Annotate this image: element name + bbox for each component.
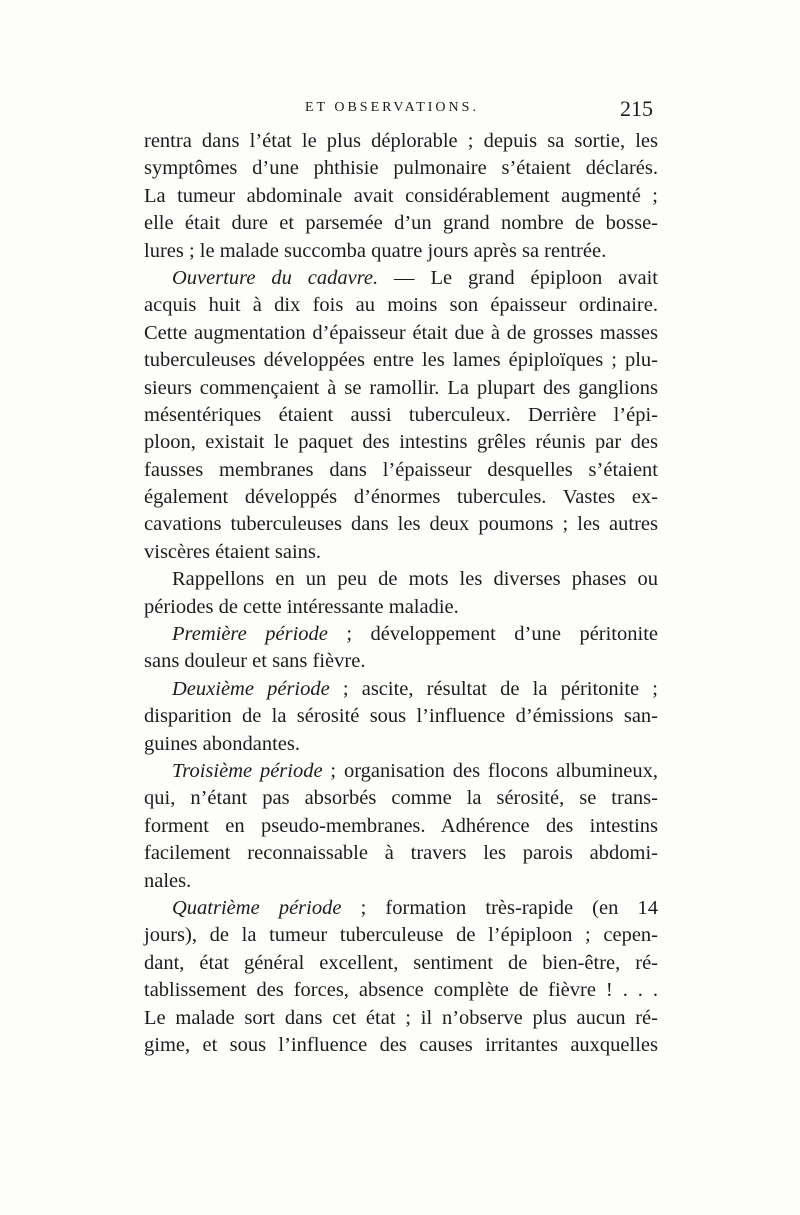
text-line: Quatrième période ; formation très-rapide (en 14 xyxy=(172,896,658,919)
text-line: Troisième période ; organisation des flocons albumineux, xyxy=(172,759,659,782)
text-line: disparition de la sérosité sous l’influence d’émissions san- xyxy=(144,705,658,728)
text-line: dant, état général excellent, sentiment de bien-être, ré- xyxy=(144,951,658,974)
text-line: nales. xyxy=(144,869,192,892)
running-head xyxy=(145,96,657,126)
text-line: elle était dure et parsemée d’un grand nombre de bosse- xyxy=(144,212,658,235)
body-text xyxy=(144,128,658,1059)
text-line: guines abondantes. xyxy=(144,732,300,755)
text-line: viscères étaient sains. xyxy=(144,540,322,563)
italic-heading: Première période xyxy=(172,623,328,646)
running-title: ET OBSERVATIONS. xyxy=(305,100,479,115)
italic-heading: Deuxième période xyxy=(172,677,330,700)
italic-heading: Quatrième période xyxy=(172,896,342,919)
text-line: mésentériques étaient aussi tuberculeux. Derrière l’épi- xyxy=(144,403,658,426)
text-line: Rappellons en un peu de mots les diverses phases ou xyxy=(172,568,658,591)
text-line: tuberculeuses développées entre les lames épiploïques ; plu- xyxy=(144,349,658,372)
text-line: acquis huit à dix fois au moins son épaisseur ordinaire. xyxy=(144,294,658,317)
text-line: rentra dans l’état le plus déplorable ; depuis sa sortie, les xyxy=(144,130,658,152)
text-line: Première période ; développement d’une péritonite xyxy=(172,623,658,646)
text-line: jours), de la tumeur tuberculeuse de l’épiploon ; cepen- xyxy=(144,924,658,947)
text-line: forment en pseudo-membranes. Adhérence des intestins xyxy=(144,814,658,837)
text-line: symptômes d’une phthisie pulmonaire s’étaient déclarés. xyxy=(144,157,658,180)
text-line: Le malade sort dans cet état ; il n’observe plus aucun ré- xyxy=(144,1006,658,1029)
text-line: facilement reconnaissable à travers les parois abdomi- xyxy=(144,842,658,865)
text-line: sans douleur et sans fièvre. xyxy=(144,650,366,673)
italic-heading: Ouverture du cadavre. xyxy=(172,266,379,289)
text-line: lures ; le malade succomba quatre jours après sa rentrée. xyxy=(144,239,607,262)
text-line: La tumeur abdominale avait considérablement augmenté ; xyxy=(144,184,658,207)
text-line: fausses membranes dans l’épaisseur desquelles s’étaient xyxy=(144,458,658,481)
text-line: sieurs commençaient à se ramollir. La plupart des ganglions xyxy=(144,376,658,399)
text-line: cavations tuberculeuses dans les deux poumons ; les autres xyxy=(144,513,658,536)
text-line: tablissement des forces, absence complète de fièvre ! . . . xyxy=(144,979,658,1002)
text-line: gime, et sous l’influence des causes irritantes auxquelles xyxy=(144,1033,658,1056)
text-line: ploon, existait le paquet des intestins grêles réunis par des xyxy=(144,431,658,454)
italic-heading: Troisième période xyxy=(172,759,323,782)
text-line: également développés d’énormes tubercules. Vastes ex- xyxy=(144,486,658,509)
page-number: 215 xyxy=(620,96,653,121)
text-line: Deuxième période ; ascite, résultat de la péritonite ; xyxy=(172,677,658,700)
text-line: qui, n’étant pas absorbés comme la sérosité, se trans- xyxy=(144,787,658,810)
text-line: Ouverture du cadavre. — Le grand épiploon avait xyxy=(172,266,658,289)
text-line: Cette augmentation d’épaisseur était due à de grosses masses xyxy=(144,321,658,344)
text-line: périodes de cette intéressante maladie. xyxy=(144,595,459,618)
